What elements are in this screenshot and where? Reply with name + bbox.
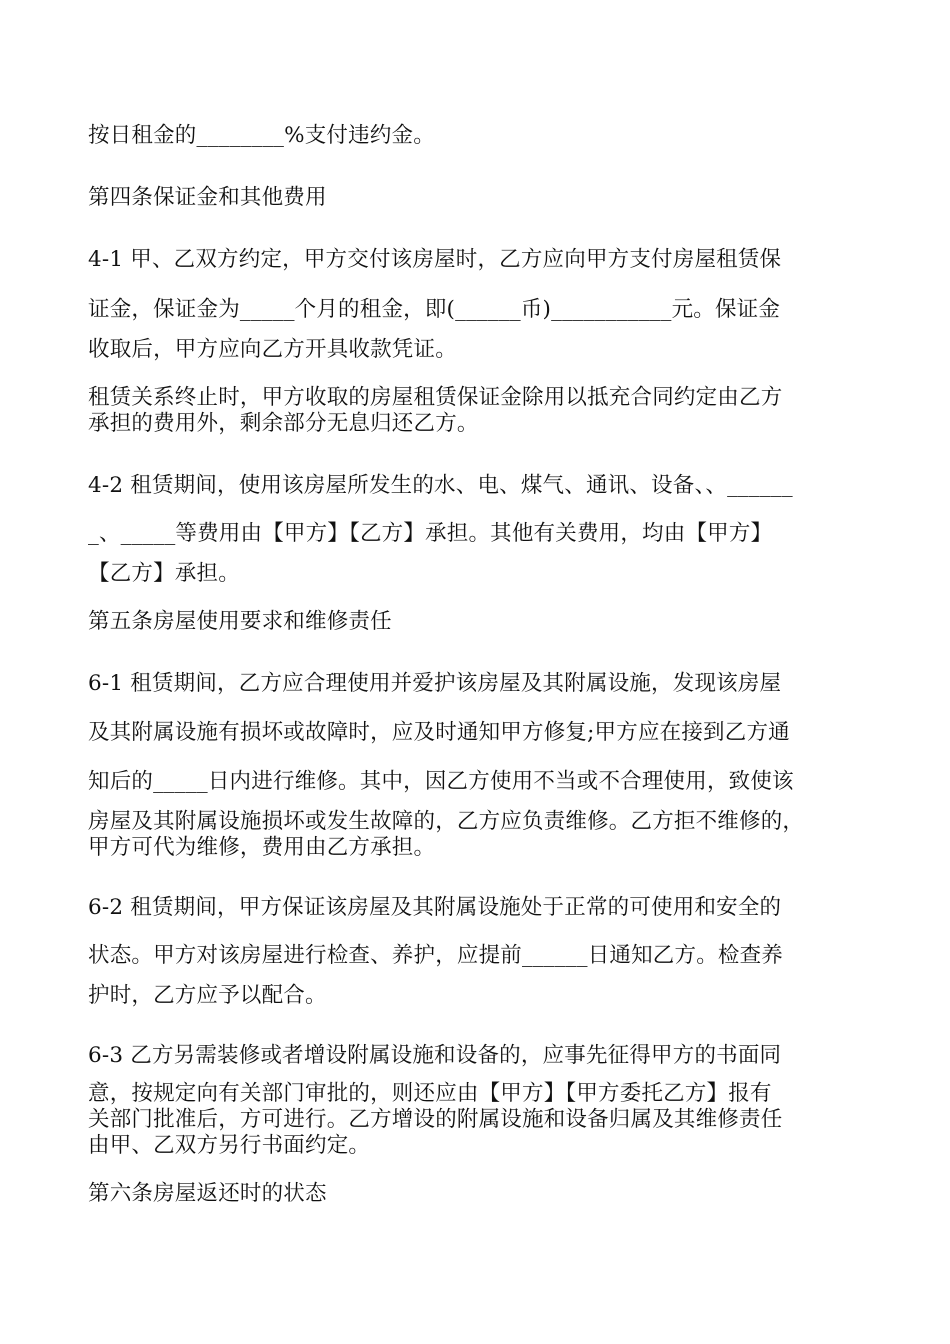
section-heading: 第四条保证金和其他费用	[88, 185, 327, 210]
text-line: 状态。甲方对该房屋进行检查、养护，应提前______日通知乙方。检查养	[88, 943, 784, 968]
text-line: 护时，乙方应予以配合。	[88, 983, 327, 1008]
text-line: 4-2 租赁期间，使用该房屋所发生的水、电、煤气、通讯、设备、、______	[88, 473, 793, 498]
text-line: 证金，保证金为_____个月的租金，即(______币)___________元。保证金	[88, 297, 781, 322]
text-line: 意，按规定向有关部门审批的，则还应由【甲方】【甲方委托乙方】报有	[88, 1081, 772, 1106]
text-line: 房屋及其附属设施损坏或发生故障的，乙方应负责维修。乙方拒不维修的，	[88, 809, 805, 834]
text-line: 由甲、乙双方另行书面约定。	[88, 1133, 371, 1158]
section-heading: 第五条房屋使用要求和维修责任	[88, 609, 392, 634]
text-line: 承担的费用外，剩余部分无息归还乙方。	[88, 411, 479, 436]
text-line: 及其附属设施有损坏或故障时，应及时通知甲方修复;甲方应在接到乙方通	[88, 720, 790, 745]
text-line: _、_____等费用由【甲方】【乙方】承担。其他有关费用，均由【甲方】	[88, 521, 773, 546]
section-heading: 第六条房屋返还时的状态	[88, 1181, 327, 1206]
text-line: 按日租金的________%支付违约金。	[88, 123, 435, 148]
text-line: 6-2 租赁期间，甲方保证该房屋及其附属设施处于正常的可使用和安全的	[88, 895, 782, 920]
text-line: 关部门批准后，方可进行。乙方增设的附属设施和设备归属及其维修责任	[88, 1107, 783, 1132]
text-line: 知后的_____日内进行维修。其中，因乙方使用不当或不合理使用，致使该	[88, 769, 794, 794]
text-line: 租赁关系终止时，甲方收取的房屋租赁保证金除用以抵充合同约定由乙方	[88, 385, 783, 410]
text-line: 甲方可代为维修，费用由乙方承担。	[88, 835, 436, 860]
text-line: 【乙方】承担。	[88, 561, 240, 586]
text-line: 收取后，甲方应向乙方开具收款凭证。	[88, 337, 457, 362]
text-line: 4-1 甲、乙双方约定，甲方交付该房屋时，乙方应向甲方支付房屋租赁保	[88, 247, 782, 272]
text-line: 6-3 乙方另需装修或者增设附属设施和设备的，应事先征得甲方的书面同	[88, 1043, 782, 1068]
text-line: 6-1 租赁期间，乙方应合理使用并爱护该房屋及其附属设施，发现该房屋	[88, 671, 782, 696]
